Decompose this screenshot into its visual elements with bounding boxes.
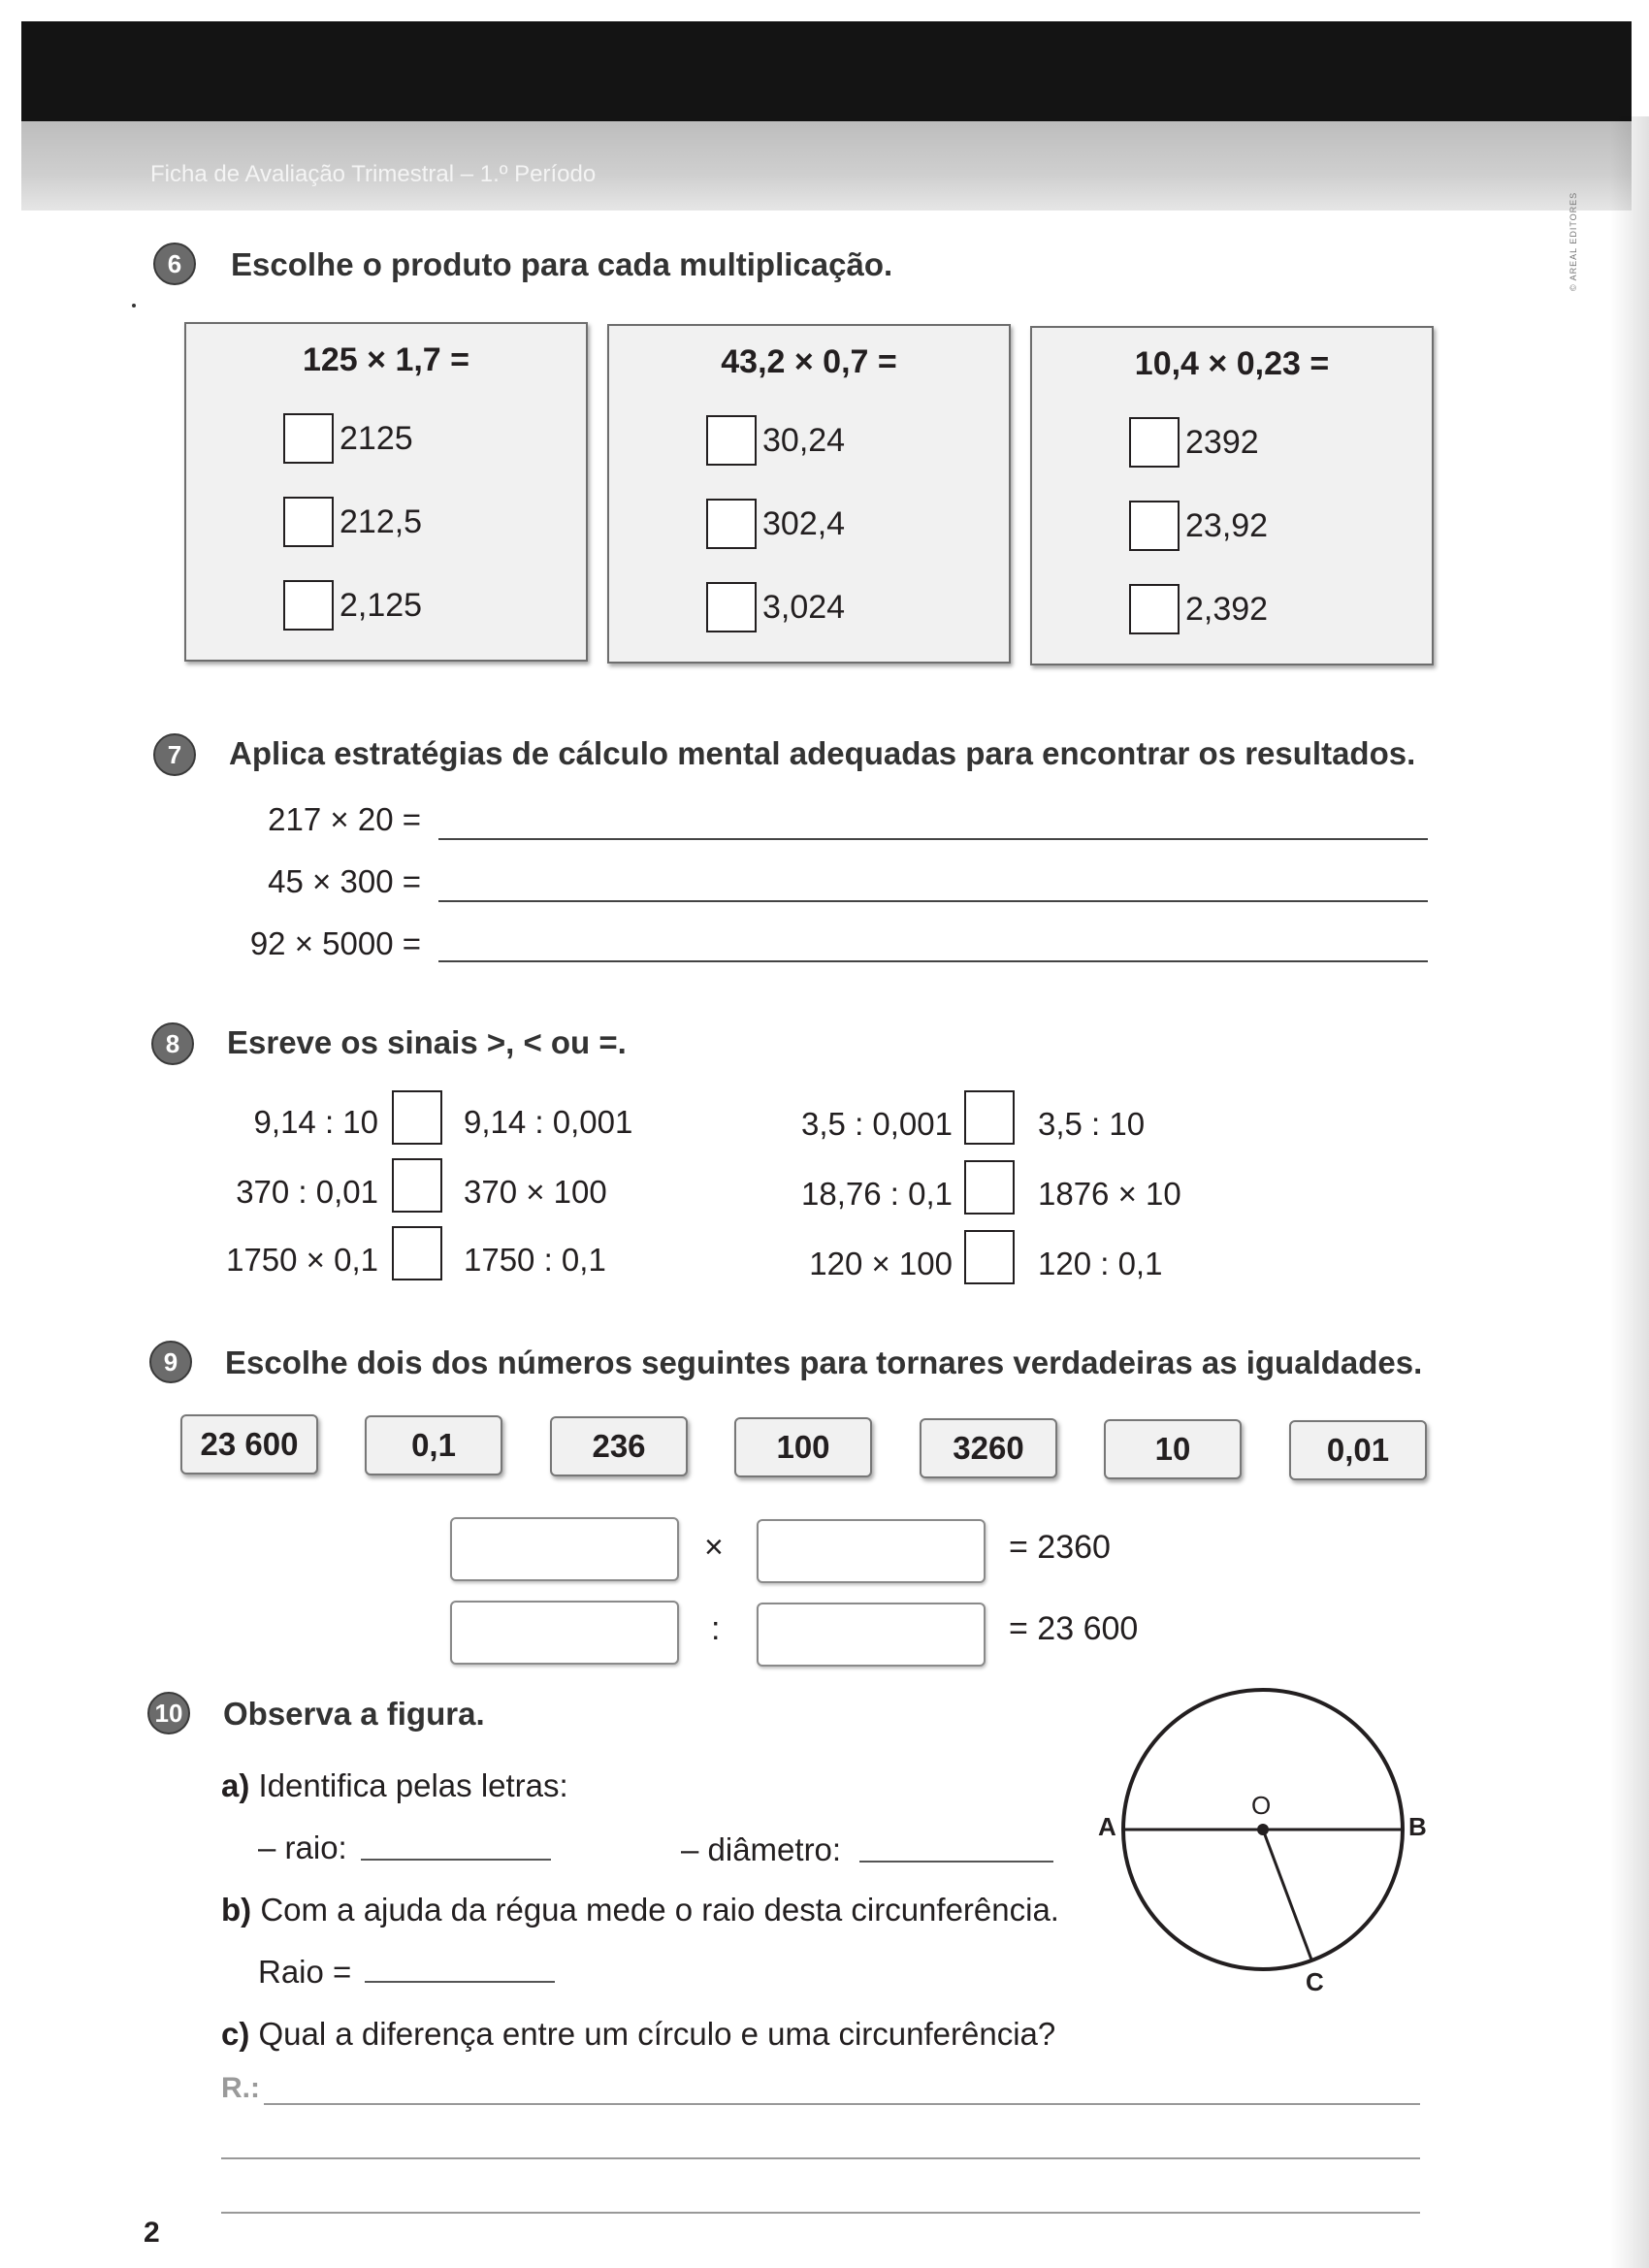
label-o: O <box>1251 1791 1272 1820</box>
diametro-label: – diâmetro: <box>681 1831 842 1867</box>
sign-box[interactable] <box>964 1090 1015 1145</box>
number-tile[interactable]: 3260 <box>920 1418 1057 1478</box>
comparison-right: 3,5 : 10 <box>1038 1106 1146 1142</box>
option-row[interactable] <box>283 580 422 631</box>
comparison-left: 3,5 : 0,001 <box>801 1106 953 1142</box>
question-9-title: Escolhe dois dos números seguintes para tornares verdadeiras as igualdades. <box>225 1345 1423 1380</box>
checkbox[interactable] <box>706 415 757 466</box>
sign-box[interactable] <box>964 1230 1015 1284</box>
raio-answer-line[interactable] <box>361 1859 551 1861</box>
sign-box[interactable] <box>392 1158 442 1213</box>
answer-line[interactable] <box>438 838 1428 840</box>
answer-box[interactable] <box>450 1517 679 1581</box>
option-label: 2392 <box>1185 423 1259 461</box>
number-tile[interactable]: 0,01 <box>1289 1420 1427 1480</box>
option-label: 2,125 <box>340 586 423 624</box>
response-line[interactable] <box>221 2212 1420 2214</box>
answer-box[interactable] <box>450 1601 679 1665</box>
equation-result: = 2360 <box>1009 1529 1111 1566</box>
item-b <box>221 1892 1059 1928</box>
calc-row: 45 × 300 = <box>268 863 421 899</box>
item-text: Identifica pelas letras: <box>258 1767 568 1803</box>
option-row[interactable] <box>283 497 422 547</box>
label-a: A <box>1098 1812 1116 1841</box>
checkbox[interactable] <box>1129 584 1180 634</box>
item-text: Com a ajuda da régua mede o raio desta circunferência. <box>260 1892 1059 1928</box>
comparison-left: 1750 × 0,1 <box>226 1242 378 1278</box>
answer-line[interactable] <box>438 900 1428 902</box>
card-expression: 10,4 × 0,23 = <box>1134 345 1330 382</box>
multiplication-card-1 <box>184 322 588 662</box>
option-label: 302,4 <box>762 504 846 542</box>
option-label: 212,5 <box>340 502 423 540</box>
scan-top-border <box>21 21 1632 121</box>
comparison-right: 120 : 0,1 <box>1038 1246 1163 1281</box>
page-edge-shadow <box>1610 116 1649 2268</box>
operator: × <box>704 1529 724 1566</box>
option-label: 2125 <box>340 419 413 457</box>
raio-equation-label: Raio = <box>258 1954 352 1990</box>
question-6-title: Escolhe o produto para cada multiplicação. <box>231 246 893 282</box>
checkbox[interactable] <box>283 580 334 631</box>
multiplication-card-2 <box>607 324 1011 664</box>
comparison-right: 1876 × 10 <box>1038 1176 1181 1212</box>
label-c: C <box>1306 1967 1324 1996</box>
number-tile[interactable]: 100 <box>734 1417 872 1477</box>
checkbox[interactable] <box>283 497 334 547</box>
comparison-left: 120 × 100 <box>809 1246 953 1281</box>
multiplication-card-3 <box>1030 326 1434 665</box>
question-number-7: 7 <box>153 733 196 776</box>
checkbox[interactable] <box>1129 501 1180 551</box>
option-label: 23,92 <box>1185 506 1269 544</box>
question-number-9: 9 <box>149 1341 192 1383</box>
raio-measure-line[interactable] <box>365 1981 555 1983</box>
checkbox[interactable] <box>283 413 334 464</box>
diametro-answer-line[interactable] <box>859 1861 1053 1863</box>
option-label: 3,024 <box>762 588 846 626</box>
number-tile[interactable]: 10 <box>1104 1419 1242 1479</box>
option-row[interactable] <box>1129 417 1259 468</box>
calc-row: 217 × 20 = <box>268 801 421 837</box>
page-number: 2 <box>144 2217 160 2249</box>
item-c <box>221 2016 1055 2053</box>
question-number-6: 6 <box>153 243 196 285</box>
comparison-right: 1750 : 0,1 <box>464 1242 606 1278</box>
sign-box[interactable] <box>392 1226 442 1280</box>
center-point <box>1257 1824 1269 1835</box>
option-row[interactable] <box>1129 584 1268 634</box>
comparison-left: 370 : 0,01 <box>236 1174 378 1210</box>
response-line[interactable] <box>264 2103 1420 2105</box>
checkbox[interactable] <box>706 499 757 549</box>
item-letter: a) <box>221 1767 250 1803</box>
question-10-title: Observa a figura. <box>223 1696 485 1732</box>
answer-line[interactable] <box>438 960 1428 962</box>
question-8-title: Esreve os sinais >, < ou =. <box>227 1024 627 1060</box>
card-expression: 125 × 1,7 = <box>302 341 470 378</box>
header-title: Ficha de Avaliação Trimestral – 1.º Período <box>150 161 597 187</box>
raio-label: – raio: <box>258 1830 347 1865</box>
sign-box[interactable] <box>964 1160 1015 1215</box>
option-row[interactable] <box>706 499 845 549</box>
item-letter: c) <box>221 2016 250 2052</box>
option-label: 30,24 <box>762 421 846 459</box>
checkbox[interactable] <box>706 582 757 632</box>
card-expression: 43,2 × 0,7 = <box>721 343 897 380</box>
response-line[interactable] <box>221 2157 1420 2159</box>
equation-result: = 23 600 <box>1009 1610 1139 1647</box>
sign-box[interactable] <box>392 1090 442 1145</box>
question-7-title: Aplica estratégias de cálculo mental adequadas para encontrar os resultados. <box>229 735 1416 771</box>
scan-speck <box>132 304 136 308</box>
number-tile[interactable]: 23 600 <box>180 1414 318 1474</box>
comparison-right: 9,14 : 0,001 <box>464 1104 633 1140</box>
comparison-left: 18,76 : 0,1 <box>801 1176 953 1212</box>
question-number-10: 10 <box>147 1692 190 1734</box>
answer-box[interactable] <box>757 1519 986 1583</box>
option-row[interactable] <box>1129 501 1268 551</box>
radius-line <box>1263 1830 1311 1960</box>
answer-label: R.: <box>221 2072 260 2104</box>
calc-row: 92 × 5000 = <box>249 925 421 961</box>
checkbox[interactable] <box>1129 417 1180 468</box>
copyright-note: © AREAL EDITORES <box>1568 191 1578 291</box>
option-row[interactable] <box>706 415 845 466</box>
option-row[interactable] <box>283 413 413 464</box>
option-label: 2,392 <box>1185 590 1269 628</box>
label-b: B <box>1408 1812 1427 1841</box>
question-number-8: 8 <box>151 1022 194 1065</box>
operator: : <box>711 1610 721 1647</box>
comparison-right: 370 × 100 <box>464 1174 607 1210</box>
item-letter: b) <box>221 1892 252 1928</box>
circle-figure <box>1086 1678 1436 1998</box>
option-row[interactable] <box>706 582 845 632</box>
number-tile[interactable]: 0,1 <box>365 1415 502 1475</box>
comparison-left: 9,14 : 10 <box>253 1104 378 1140</box>
answer-box[interactable] <box>757 1603 986 1667</box>
number-tile[interactable]: 236 <box>550 1416 688 1476</box>
item-a <box>221 1767 568 1804</box>
item-text: Qual a diferença entre um círculo e uma circunferência? <box>258 2016 1056 2052</box>
